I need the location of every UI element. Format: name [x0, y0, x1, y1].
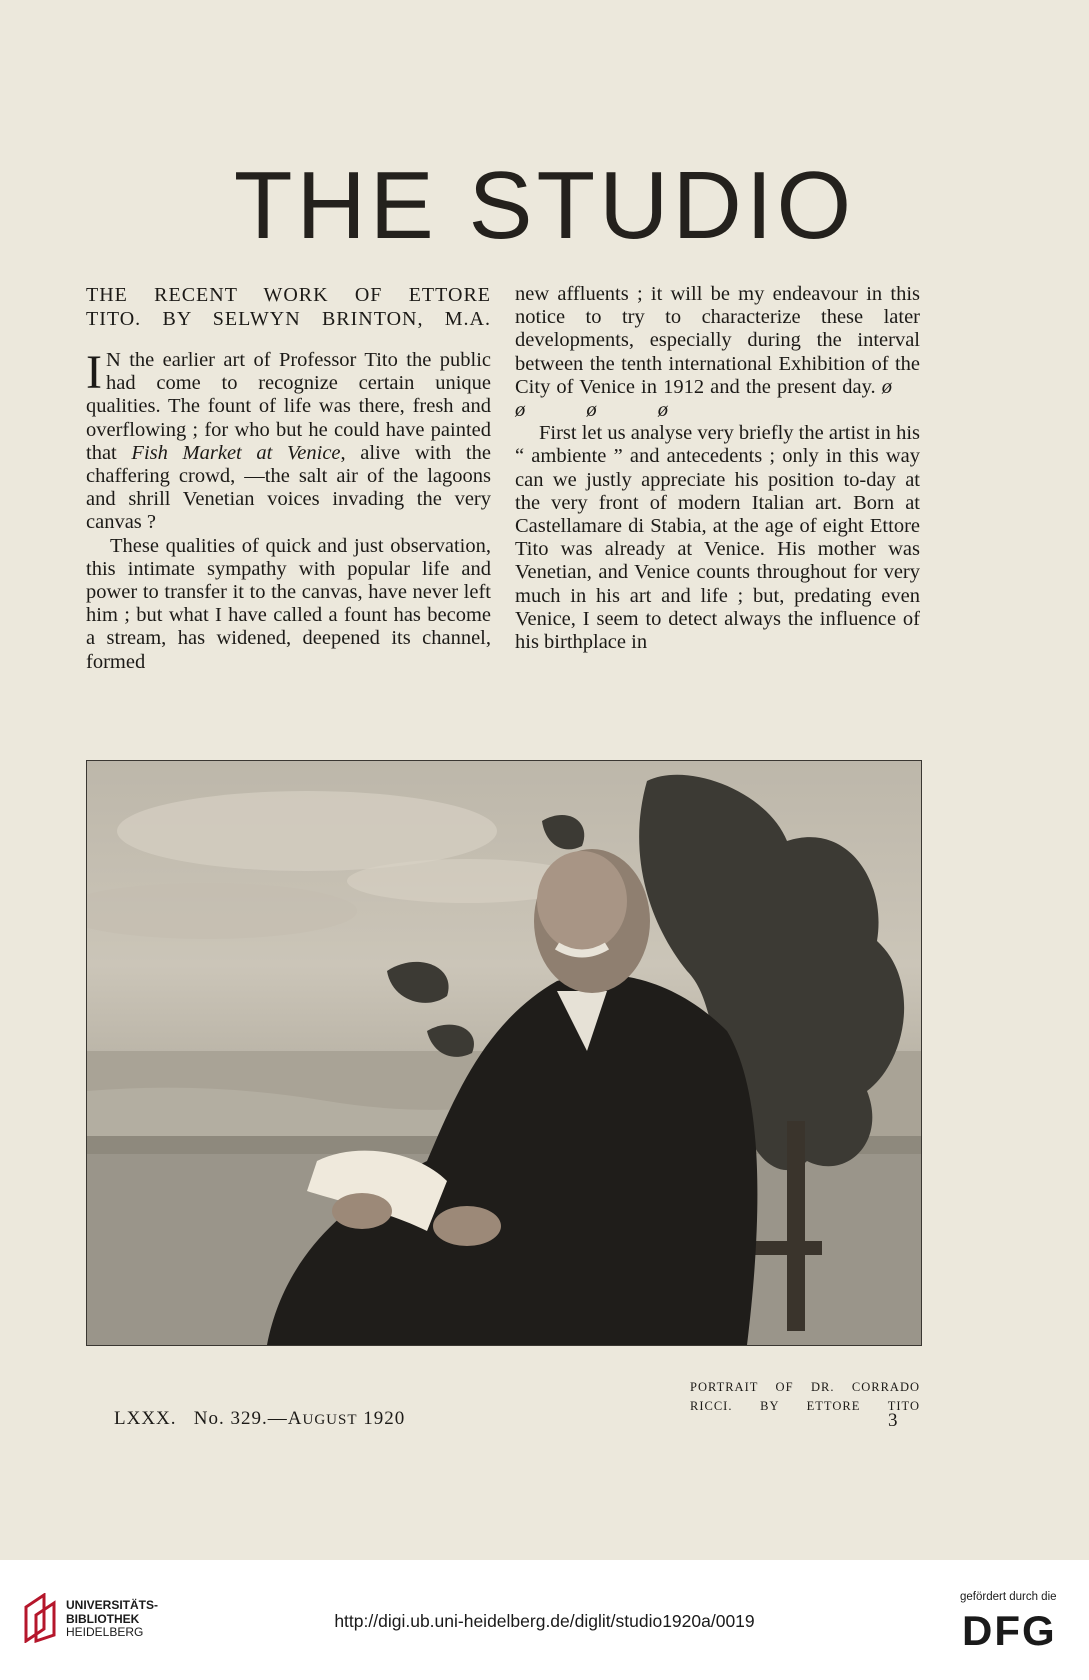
issue-year: 1920 [363, 1408, 406, 1429]
paragraph-3-text: new affluents ; it will be my endeavour in this notice to try to characterize these later developments, especially during the interval between the tenth international Exhibition of the City of Venice in 1912 and the present day. [515, 283, 920, 398]
paragraph-2: These qualities of quick and just observation, this intimate sympathy with popular life and power to transfer it to the canvas, have never left him ; but what I have called a fount has become a stream, has widened, deepened its channel, formed [86, 534, 491, 673]
caption-line-2: RICCI. BY ETTORE TITO [690, 1399, 920, 1413]
magazine-masthead: THE STUDIO [233, 152, 856, 259]
portrait-illustration [86, 760, 922, 1346]
drop-cap: I [86, 346, 102, 399]
painting-title: Fish Market at Venice [131, 441, 341, 464]
article-headline [86, 283, 491, 331]
paragraph-1 [86, 346, 491, 535]
paragraph-1-end: , alive with the chaffering crowd, —the salt air of the lagoons and shrill Venetian voices invading the very canvas ? [86, 441, 491, 534]
source-url-link[interactable]: http://digi.ub.uni-heidelberg.de/diglit/studio1920a/0019 [334, 1611, 755, 1631]
paragraph-3 [515, 283, 920, 422]
headline-line-1: THE RECENT WORK OF ETTORE [86, 284, 491, 306]
volume-number: LXXX. [114, 1408, 177, 1429]
text-column-left [86, 283, 491, 674]
page-number: 3 [888, 1410, 898, 1431]
paragraph-1-text: N the earlier art of Professor Tito the public had come to recognize certain unique qualities. The fount of life was there, fresh and overflowing ; for who but he could have painted that [86, 349, 491, 464]
paragraph-4: First let us analyse very briefly the artist in his “ ambiente ” and antecedents ; only in this way can we justly appreciate his position to-day at the very front of modern Italian art. Born at Castellamare di Stabia, at the age of eight Ettore Tito was already at Venice. His mother was Venetian, and Venice counts throughout for very much in his art and life ; but, predating even Venice, I seem to detect always the influence of his birthplace in [515, 422, 920, 654]
portrait-caption [690, 1378, 920, 1416]
funding-label: gefördert durch die [960, 1591, 1057, 1603]
library-name-line-3: HEIDELBERG [66, 1625, 144, 1639]
caption-line-1: PORTRAIT OF DR. CORRADO [690, 1380, 920, 1394]
dfg-logo: DFG [962, 1607, 1057, 1654]
issue-prefix: No. 329.—A [193, 1408, 303, 1429]
issue-footer [114, 1408, 405, 1430]
portrait-drawing [87, 761, 921, 1345]
digitization-banner [0, 1560, 1089, 1680]
paragraph-ornaments: ø ø ø ø [515, 375, 920, 422]
library-name-line-2: BIBLIOTHEK [66, 1611, 140, 1626]
library-name-line-1: UNIVERSITÄTS- [66, 1598, 159, 1612]
text-column-right [515, 283, 920, 654]
issue-month: UGUST [302, 1412, 358, 1428]
headline-line-2: TITO. BY SELWYN BRINTON, M.A. [86, 308, 491, 330]
